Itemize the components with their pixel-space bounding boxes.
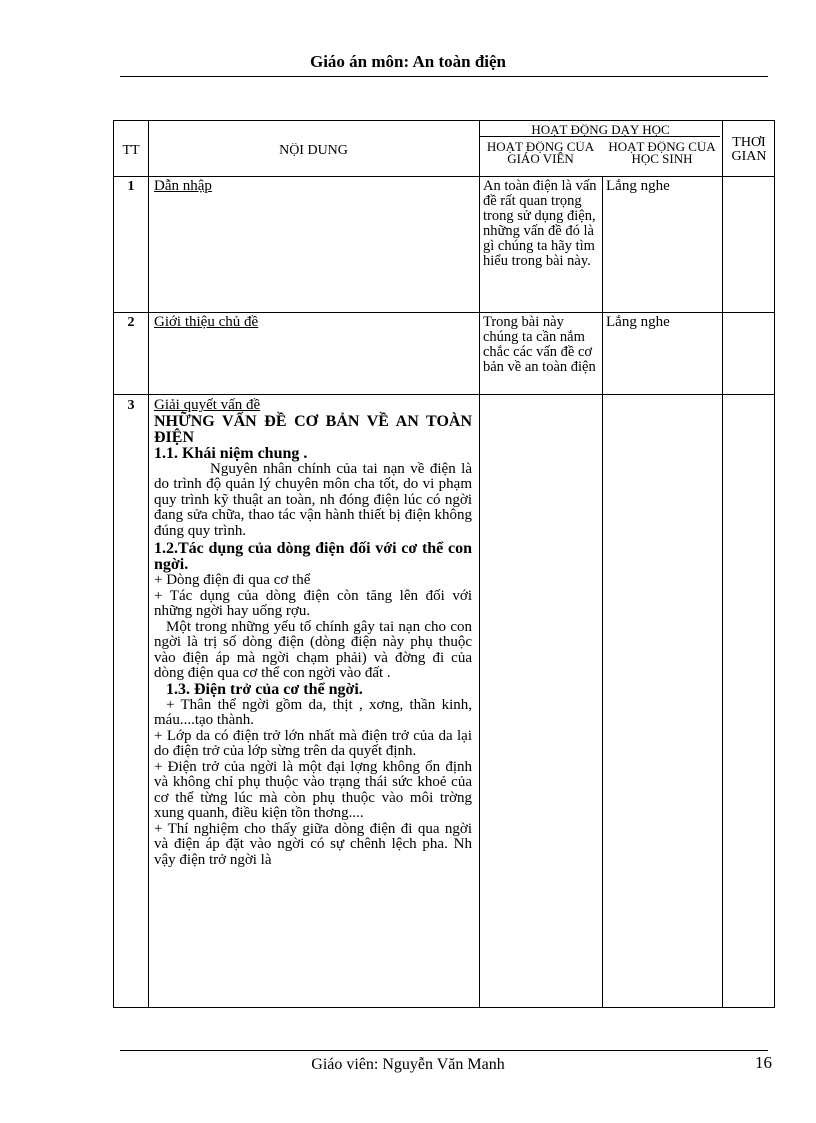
- page-number: 16: [755, 1053, 772, 1072]
- section-1-title: 1.1. Khái niệm chung .: [154, 444, 308, 462]
- section-3-paragraph-1: + Thân thể ngời gồm da, thịt , xơng, thần kinh, máu....tạo thành.: [154, 696, 472, 728]
- section-heading: NHỮNG VẤN ĐỀ CƠ BẢN VỀ AN TOÀN ĐIỆN: [154, 412, 472, 446]
- grid-line: [114, 312, 774, 313]
- footer-rule: [120, 1050, 768, 1051]
- header-content: NỘI DUNG: [279, 143, 348, 158]
- header-activity: HOẠT ĐỘNG DẠY HỌC: [531, 124, 670, 136]
- row-3-topic: Giải quyết vấn đề: [154, 398, 261, 413]
- row-2-student: Lắng nghe: [606, 315, 670, 330]
- footer-teacher: Giáo viên: Nguyễn Văn Manh: [311, 1056, 505, 1073]
- grid-line: [114, 394, 774, 395]
- page-header: Giáo án môn: An toàn điện: [309, 52, 506, 71]
- header-tt: TT: [122, 143, 140, 158]
- row-1-teacher: An toàn điện là vấn đề rất quan trọng trong sử dụng điện, những vấn đề đó là gì chúng ta hãy tìm hiểu trong bài này.: [483, 179, 597, 269]
- section-2-paragraph-2: + Tác dụng của dòng điện còn tăng lên đối với những ngời hay uống rợu.: [154, 587, 472, 619]
- section-3-paragraph-2: + Lớp da có điện trở lớn nhất mà điện trở của da lại do điện trở của lớp sừng trên da quyết định.: [154, 727, 472, 759]
- row-2-teacher: Trong bài này chúng ta cần nắm chắc các vấn đề cơ bản về an toàn điện: [483, 315, 596, 375]
- header-student: HOẠT ĐỘNG CỦA HỌC SINH: [608, 141, 716, 166]
- row-1-student: Lắng nghe: [606, 179, 670, 194]
- header-teacher: HOẠT ĐỘNG CỦA GIÁO VIÊN: [486, 141, 595, 166]
- header-rule: [120, 76, 768, 77]
- section-2-title: 1.2.Tác dụng của dòng điện đối với cơ thể con ngời.: [154, 540, 472, 573]
- section-3-paragraph-3: + Điện trở của ngời là một đại lợng không ổn định và không chỉ phụ thuộc vào trạng thái sức khoẻ của cơ thể từng lúc mà còn phụ thuộc vào môi trờng xung quanh, điều kiện tồn thơng....: [154, 758, 472, 821]
- row-3-content: [154, 398, 472, 1006]
- grid-line: [602, 176, 603, 1007]
- header-time: THỜI GIAN: [731, 136, 767, 164]
- row-1-number: 1: [127, 179, 135, 194]
- row-2-number: 2: [127, 315, 135, 330]
- grid-line: [479, 136, 720, 137]
- row-1-topic: Dẫn nhập: [154, 179, 212, 194]
- lesson-table: [113, 120, 775, 1008]
- grid-line: [722, 121, 723, 1007]
- section-3-paragraph-4: + Thí nghiệm cho thấy giữa dòng điện đi qua ngời và điện áp đặt vào ngời có sự chênh lệch pha. Nh vậy điện trở ngời là: [154, 820, 472, 868]
- section-2-paragraph-1: + Dòng điện đi qua cơ thể: [154, 572, 311, 588]
- row-3-number: 3: [127, 398, 135, 413]
- section-1-paragraph: Nguyên nhân chính của tai nạn về điện là do trình độ quản lý chuyên môn cha tốt, do vi phạm quy trình kỹ thuật an toàn, nh đóng điện lúc có ngời đang sửa chữa, thao tác vận hành thiết bị điện không đúng quy trình.: [154, 460, 472, 539]
- grid-line: [114, 176, 774, 177]
- row-2-topic: Giới thiệu chủ đề: [154, 315, 259, 330]
- grid-line: [479, 121, 480, 1007]
- section-3-title: 1.3. Điện trở của cơ thể ngời.: [166, 680, 363, 698]
- grid-line: [148, 121, 149, 1007]
- section-2-paragraph-3: Một trong những yếu tố chính gây tai nạn cho con ngời là trị số dòng điện (dòng điện này phụ thuộc vào điện áp mà ngời chạm phải) và đờng đi của dòng điện qua cơ thể con ngời vào đất .: [154, 618, 472, 681]
